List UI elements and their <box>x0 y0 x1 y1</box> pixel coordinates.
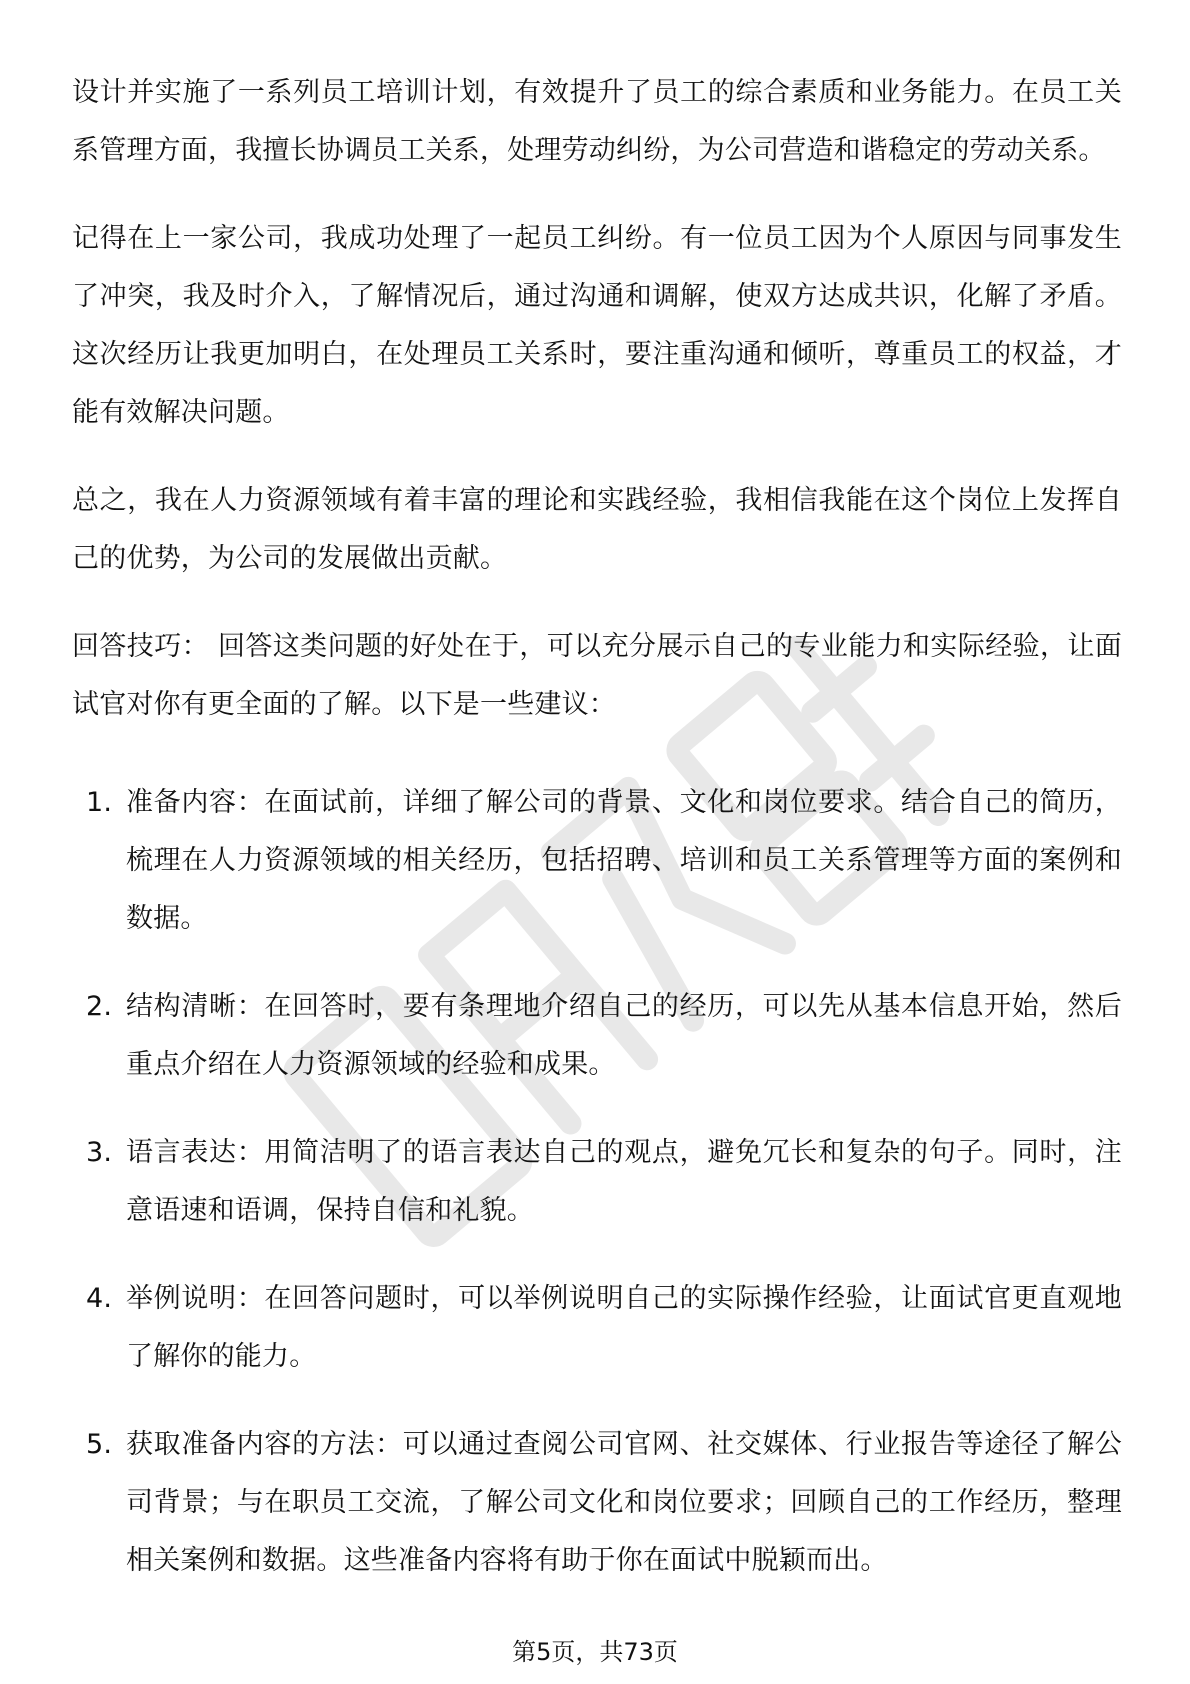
list-item-number: 3. <box>86 1137 113 1168</box>
paragraph-training: 设计并实施了一系列员工培训计划，有效提升了员工的综合素质和业务能力。在员工关系管理方面，我擅长协调员工关系，处理劳动纠纷，为公司营造和谐稳定的劳动关系。 <box>72 77 1122 166</box>
paragraph-answer-tips: 回答技巧： 回答这类问题的好处在于，可以充分展示自己的专业能力和实际经验，让面试官对你有更全面的了解。以下是一些建议： <box>72 631 1122 720</box>
document-body <box>72 64 1122 1620</box>
list-item <box>72 1416 1122 1590</box>
list-item-text: 举例说明：在回答问题时，可以举例说明自己的实际操作经验，让面试官更直观地了解你的能力。 <box>126 1283 1122 1372</box>
paragraph-summary: 总之，我在人力资源领域有着丰富的理论和实践经验，我相信我能在这个岗位上发挥自己的优势，为公司的发展做出贡献。 <box>72 485 1122 574</box>
list-item-text: 获取准备内容的方法：可以通过查阅公司官网、社交媒体、行业报告等途径了解公司背景；与在职员工交流，了解公司文化和岗位要求；回顾自己的工作经历，整理相关案例和数据。这些准备内容将有助于你在面试中脱颖而出。 <box>126 1429 1122 1576</box>
list-item <box>72 978 1122 1094</box>
list-item-text: 准备内容：在面试前，详细了解公司的背景、文化和岗位要求。结合自己的简历，梳理在人力资源领域的相关经历，包括招聘、培训和员工关系管理等方面的案例和数据。 <box>126 787 1122 934</box>
list-item <box>72 1270 1122 1386</box>
list-item-text: 结构清晰：在回答时，要有条理地介绍自己的经历，可以先从基本信息开始，然后重点介绍在人力资源领域的经验和成果。 <box>126 991 1122 1080</box>
page-footer: 第5页，共73页 <box>512 1638 678 1666</box>
list-item-number: 1. <box>86 787 113 818</box>
list-item <box>72 1124 1122 1240</box>
list-item-text: 语言表达：用简洁明了的语言表达自己的观点，避免冗长和复杂的句子。同时，注意语速和语调，保持自信和礼貌。 <box>126 1137 1122 1226</box>
list-item-number: 2. <box>86 991 113 1022</box>
list-item-number: 5. <box>86 1429 113 1460</box>
tips-list <box>72 774 1122 1590</box>
paragraph-dispute-example: 记得在上一家公司，我成功处理了一起员工纠纷。有一位员工因为个人原因与同事发生了冲突，我及时介入，了解情况后，通过沟通和调解，使双方达成共识，化解了矛盾。这次经历让我更加明白，在处理员工关系时，要注重沟通和倾听，尊重员工的权益，才能有效解决问题。 <box>72 223 1122 428</box>
list-item <box>72 774 1122 948</box>
list-item-number: 4. <box>86 1283 113 1314</box>
